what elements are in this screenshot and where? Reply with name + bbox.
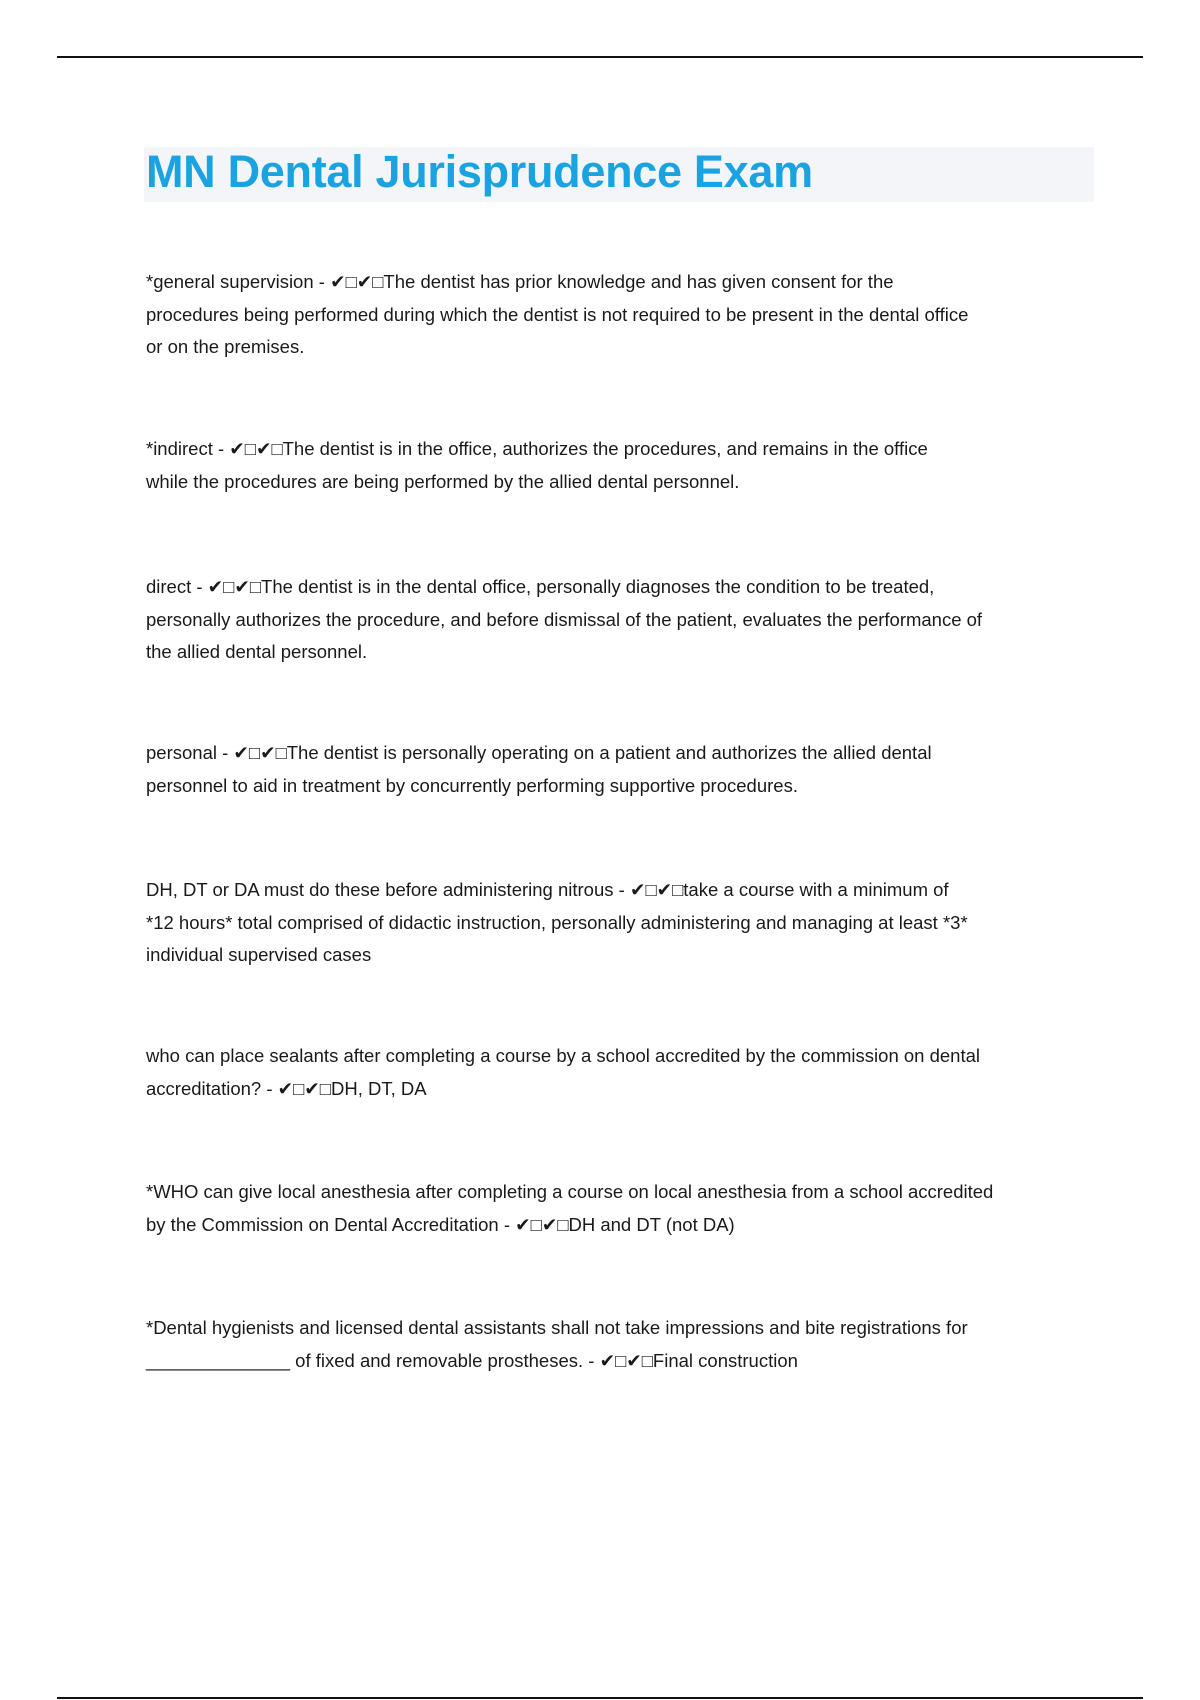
paragraph-line: *Dental hygienists and licensed dental assistants shall not take impressions and bite registrations for — [146, 1317, 968, 1338]
paragraph-line: personally authorizes the procedure, and before dismissal of the patient, evaluates the performance of — [146, 608, 983, 630]
paragraph-line: *indirect - ✔□✔□The dentist is in the office, authorizes the procedures, and remains in the office — [146, 438, 928, 459]
paragraph-line: or on the premises. — [146, 336, 305, 357]
paragraph-line: who can place sealants after completing a course by a school accredited by the commission on dental — [146, 1045, 980, 1066]
paragraph-line: personnel to aid in treatment by concurrently performing supportive procedures. — [146, 774, 798, 796]
paragraph-line: ______________ of fixed and removable prostheses. - ✔□✔□Final construction — [146, 1349, 798, 1371]
paragraph-line: DH, DT or DA must do these before administering nitrous - ✔□✔□take a course with a minimum of — [146, 879, 949, 900]
paragraph-line: accreditation? - ✔□✔□DH, DT, DA — [146, 1077, 427, 1099]
paragraph-line: *12 hours* total comprised of didactic instruction, personally administering and managing at least *3* — [146, 911, 968, 933]
page-title: MN Dental Jurisprudence Exam — [146, 146, 813, 197]
flashcard-paragraph — [146, 1312, 968, 1377]
paragraph-line: individual supervised cases — [146, 944, 372, 965]
flashcard-paragraph — [146, 1040, 980, 1105]
flashcard-paragraph — [146, 737, 932, 802]
paragraph-line: *general supervision - ✔□✔□The dentist has prior knowledge and has given consent for the — [146, 271, 894, 292]
paragraph-line: direct - ✔□✔□The dentist is in the dental office, personally diagnoses the condition to be treated, — [146, 576, 935, 597]
flashcard-paragraph — [146, 266, 968, 364]
flashcard-paragraph — [146, 571, 982, 669]
flashcard-paragraph — [146, 1176, 993, 1241]
paragraph-line: personal - ✔□✔□The dentist is personally operating on a patient and authorizes the allied dental — [146, 742, 932, 763]
paragraph-line: while the procedures are being performed by the allied dental personnel. — [146, 470, 740, 492]
bottom-rule — [57, 1697, 1143, 1699]
paragraph-line: *WHO can give local anesthesia after completing a course on local anesthesia from a school accredited — [146, 1181, 994, 1202]
paragraph-line: by the Commission on Dental Accreditation - ✔□✔□DH and DT (not DA) — [146, 1213, 735, 1235]
flashcard-paragraph — [146, 874, 968, 972]
top-rule — [57, 56, 1143, 58]
paragraph-line: procedures being performed during which the dentist is not required to be present in the dental office — [146, 303, 969, 325]
flashcard-paragraph — [146, 433, 928, 498]
paragraph-line: the allied dental personnel. — [146, 641, 368, 662]
